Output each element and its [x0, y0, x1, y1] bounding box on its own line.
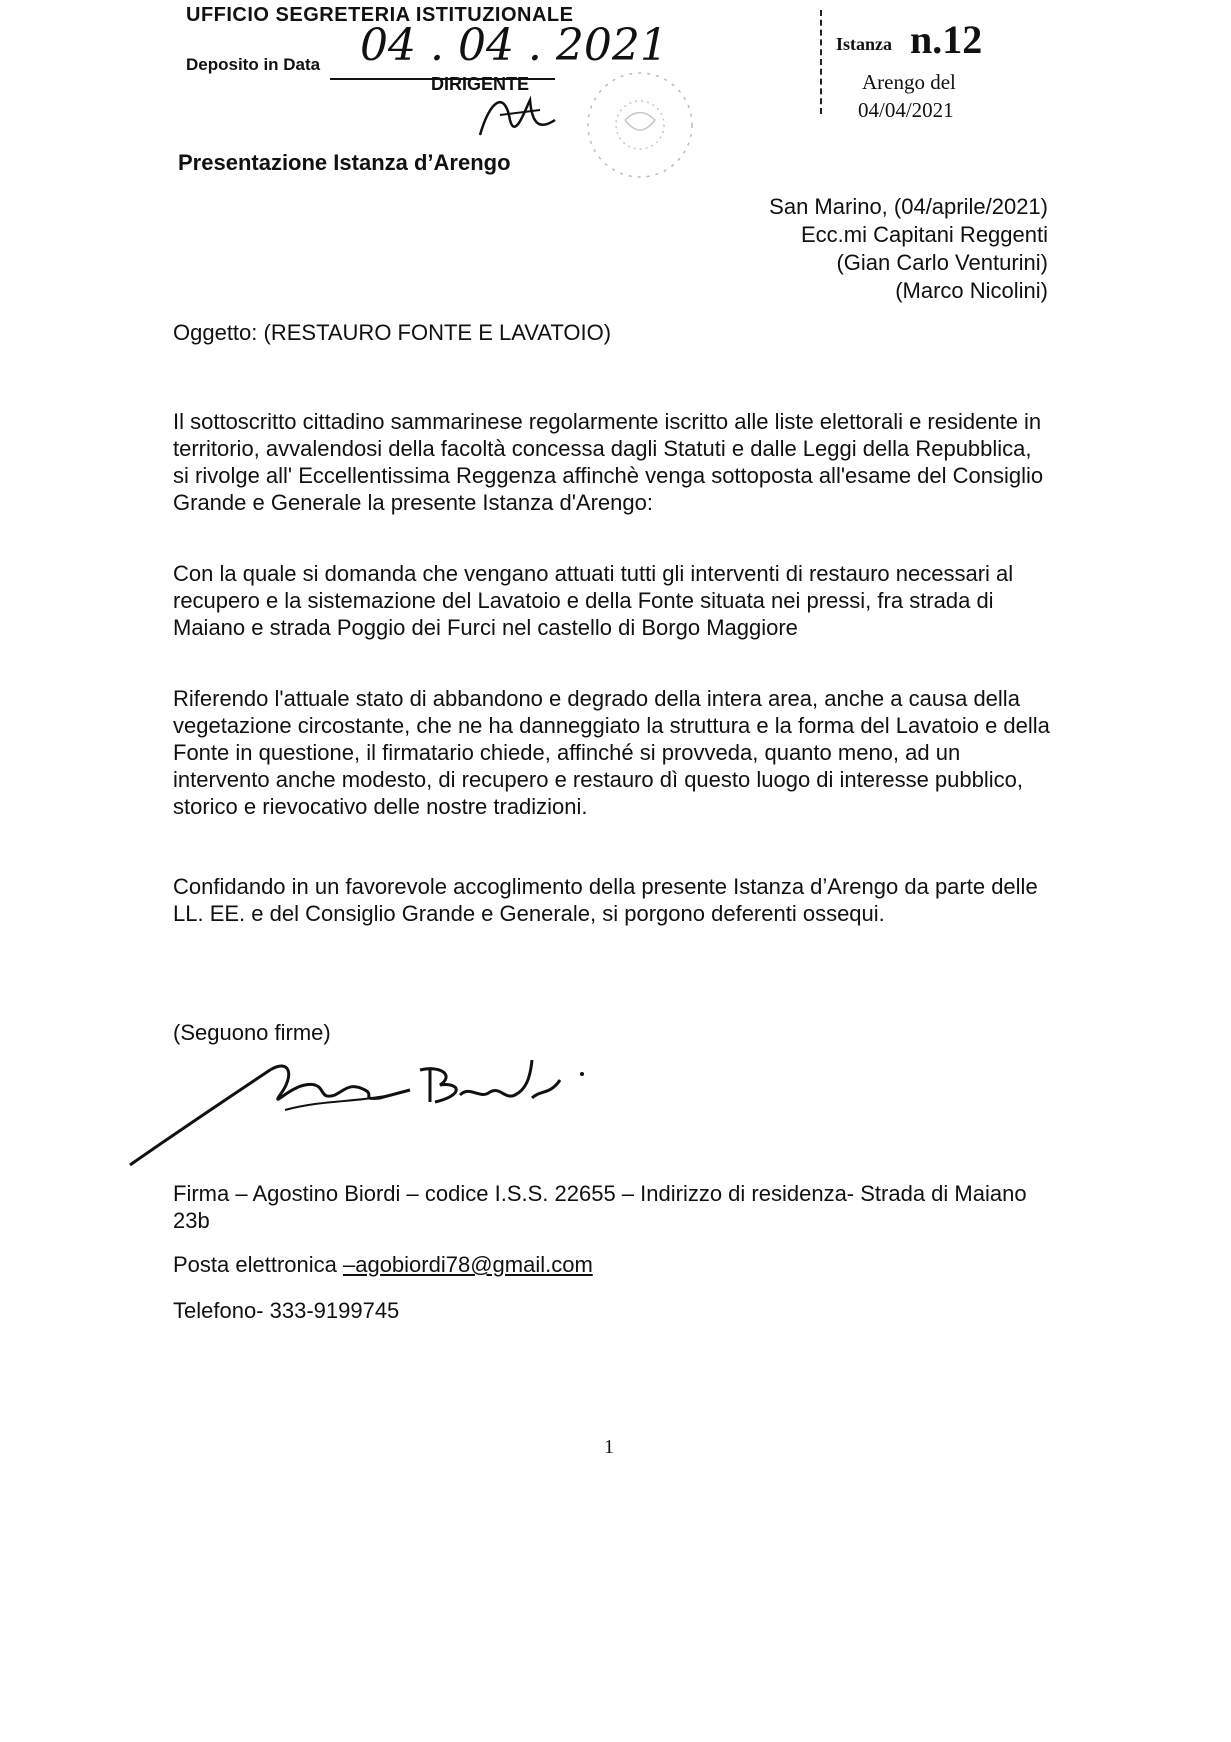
handwritten-signature	[120, 1040, 600, 1170]
addressee: Ecc.mi Capitani Reggenti	[800, 222, 1048, 247]
subject-line: Oggetto: (RESTAURO FONTE E LAVATOIO)	[173, 320, 612, 345]
arengo-del-label: Arengo del	[862, 70, 956, 94]
page-number: 1	[604, 1436, 614, 1458]
body-paragraph: Con la quale si domanda che vengano attuati tutti gli interventi di restauro necessari al recupero e la sistemazione del Lavatoio e della Fonte situata nei pressi, fra strada di Maiano e strada Poggio dei Furci nel castello di Borgo Maggiore	[173, 561, 1014, 640]
istanza-label: Istanza	[836, 34, 893, 54]
place-date: San Marino, (04/aprile/2021)	[769, 194, 1048, 219]
office-stamp-text: UFFICIO SEGRETERIA ISTITUZIONALE	[186, 4, 574, 26]
document-title: Presentazione Istanza d’Arengo	[178, 150, 511, 175]
deposit-date-handwritten: 04 . 04 . 2021	[360, 20, 668, 71]
dirigente-stamp: DIRIGENTE	[431, 74, 530, 94]
arengo-date: 04/04/2021	[858, 98, 954, 122]
phone-line: Telefono- 333-9199745	[173, 1298, 400, 1323]
body-paragraph: Riferendo l'attuale stato di abbandono e degrado della intera area, anche a causa della vegetazione circostante, che ne ha danneggiato la struttura e la forma del Lavatoio e della Fonte in questione, il firmatario chiede, affinché si provveda, quanto meno, ad un intervento anche modesto, di recupero e restauro dì questo luogo di interesse pubblico, storico e rievocativo delle nostre tradizioni.	[173, 686, 1050, 819]
signer-details: Firma – Agostino Biordi – codice I.S.S. 22655 – Indirizzo di residenza- Strada di Maiano 23b	[173, 1181, 1027, 1233]
deposit-label: Deposito in Data	[186, 55, 321, 74]
dirigente-signature	[470, 80, 560, 150]
signature-note: (Seguono firme)	[173, 1020, 331, 1045]
body-paragraph: Il sottoscritto cittadino sammarinese regolarmente iscritto alle liste elettorali e residente in territorio, avvalendosi della facoltà concessa dagli Statuti e dalle Leggi della Repubblica, si rivolge all' Eccellentissima Reggenza affinchè venga sottoposta all'esame del Consiglio Grande e Generale la presente Istanza d'Arengo:	[173, 409, 1044, 515]
email-link[interactable]: –agobiordi78@gmail.com	[342, 1252, 593, 1277]
addressee-name-1: (Gian Carlo Venturini)	[836, 250, 1048, 275]
email-line	[173, 1252, 593, 1278]
istanza-number: n.12	[910, 17, 983, 62]
addressee-name-2: (Marco Nicolini)	[895, 278, 1048, 303]
email-label: Posta elettronica	[173, 1252, 343, 1277]
official-seal-stamp	[565, 60, 715, 190]
closing-paragraph: Confidando in un favorevole accoglimento della presente Istanza d’Arengo da parte delle LL. EE. e del Consiglio Grande e Generale, si porgono deferenti ossequi.	[173, 874, 1038, 926]
